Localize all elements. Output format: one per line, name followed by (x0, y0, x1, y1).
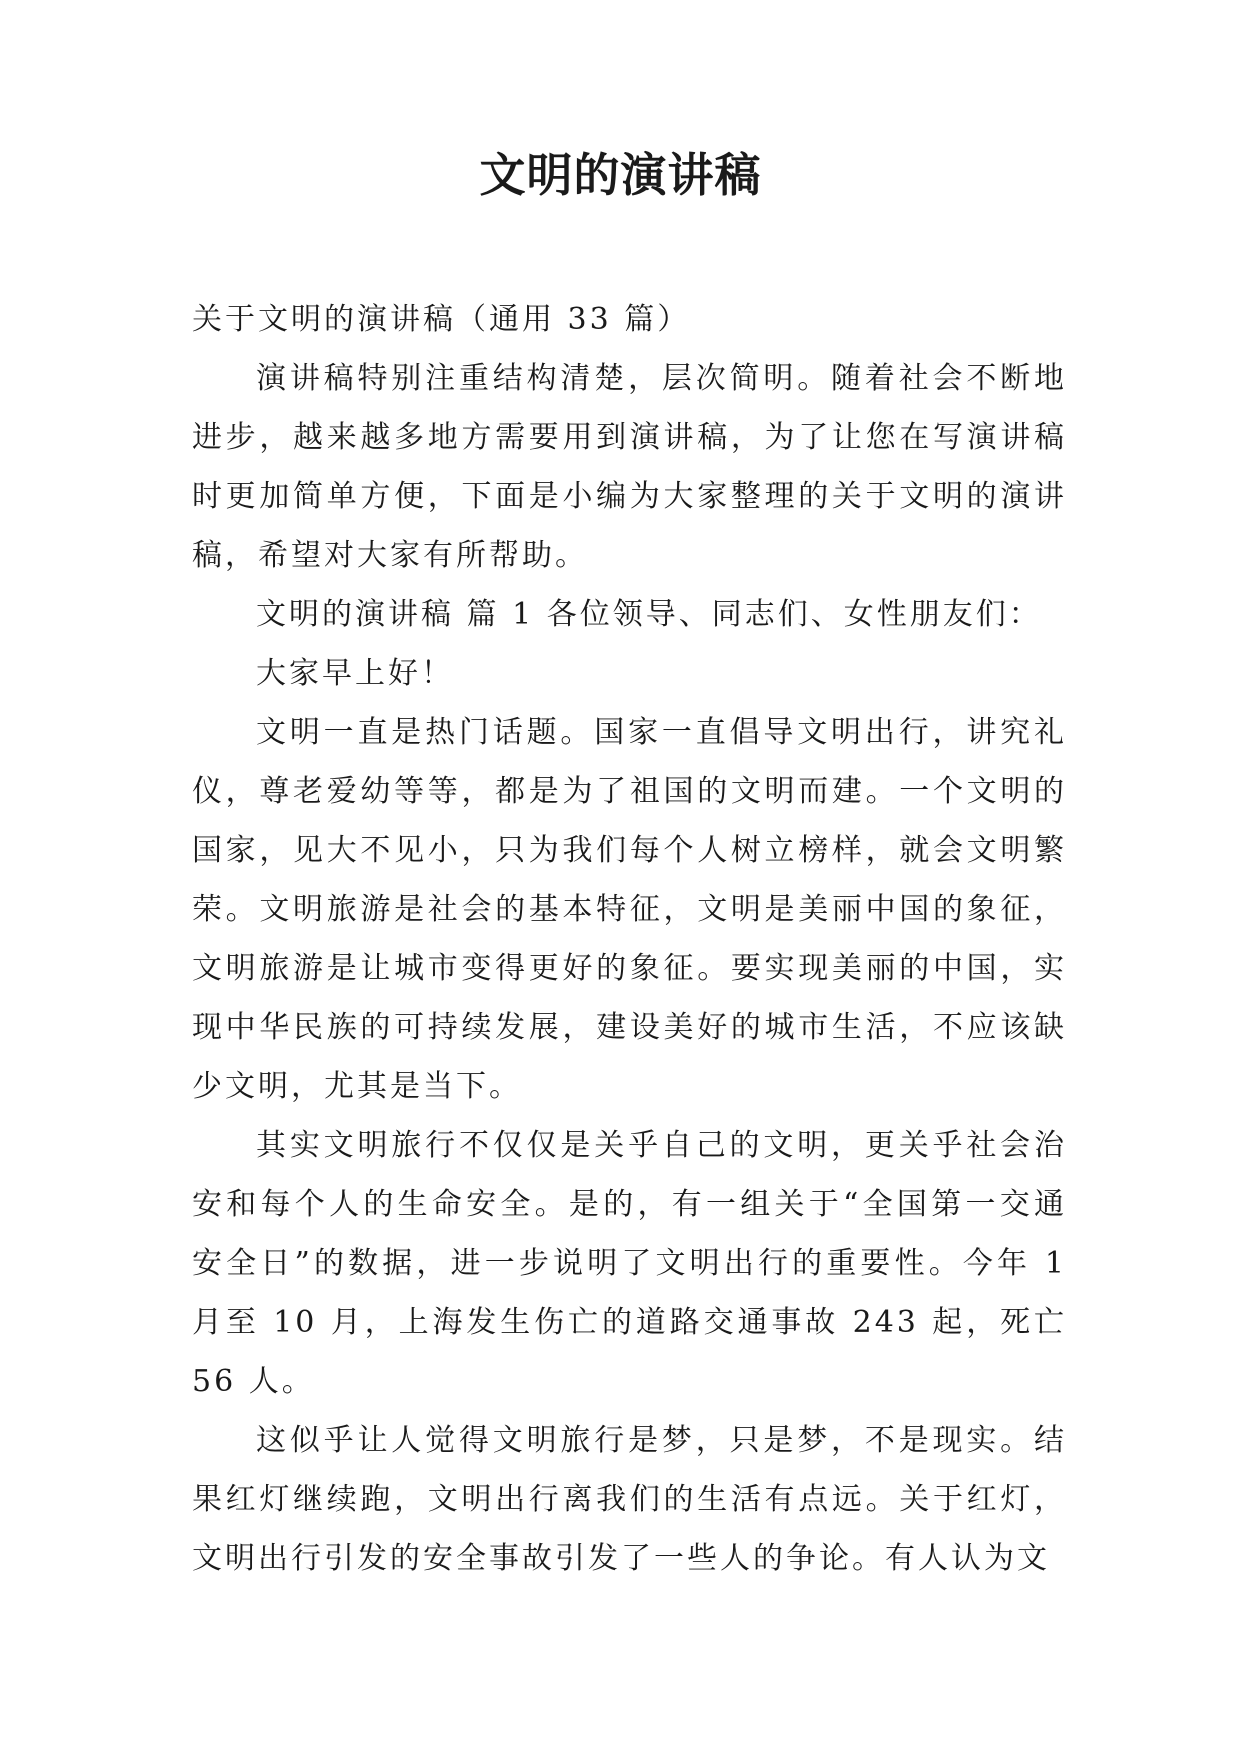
paragraph-intro: 演讲稿特别注重结构清楚，层次简明。随着社会不断地进步，越来越多地方需要用到演讲稿，为了让您在写演讲稿时更加简单方便，下面是小编为大家整理的关于文明的演讲稿，希望对大家有所帮助。 (192, 361, 1067, 573)
document-subtitle: 关于文明的演讲稿（通用 33 篇） (192, 302, 691, 337)
paragraph-traffic-safety: 其实文明旅行不仅仅是关乎自己的文明，更关乎社会治安和每个人的生命安全。是的，有一组关于“全国第一交通安全日”的数据，进一步说明了文明出行的重要性。今年 1 月至 10 月，上海发生伤亡的道路交通事故 243 起，死亡 56 人。 (192, 1128, 1067, 1399)
document-title: 文明的演讲稿 (479, 148, 762, 202)
paragraph-greeting: 大家早上好！ (256, 656, 454, 691)
paragraph-civility-topic: 文明一直是热门话题。国家一直倡导文明出行，讲究礼仪，尊老爱幼等等，都是为了祖国的文明而建。一个文明的国家，见大不见小，只为我们每个人树立榜样，就会文明繁荣。文明旅游是社会的基本特征，文明是美丽中国的象征，文明旅游是让城市变得更好的象征。要实现美丽的中国，实现中华民族的可持续发展，建设美好的城市生活，不应该缺少文明，尤其是当下。 (192, 715, 1067, 1104)
document-body (192, 290, 1067, 1588)
paragraph-red-light: 这似乎让人觉得文明旅行是梦，只是梦，不是现实。结果红灯继续跑，文明出行离我们的生活有点远。关于红灯，文明出行引发的安全事故引发了一些人的争论。有人认为文 (192, 1423, 1067, 1576)
paragraph-salutation: 文明的演讲稿 篇 1 各位领导、同志们、女性朋友们： (256, 597, 1042, 632)
